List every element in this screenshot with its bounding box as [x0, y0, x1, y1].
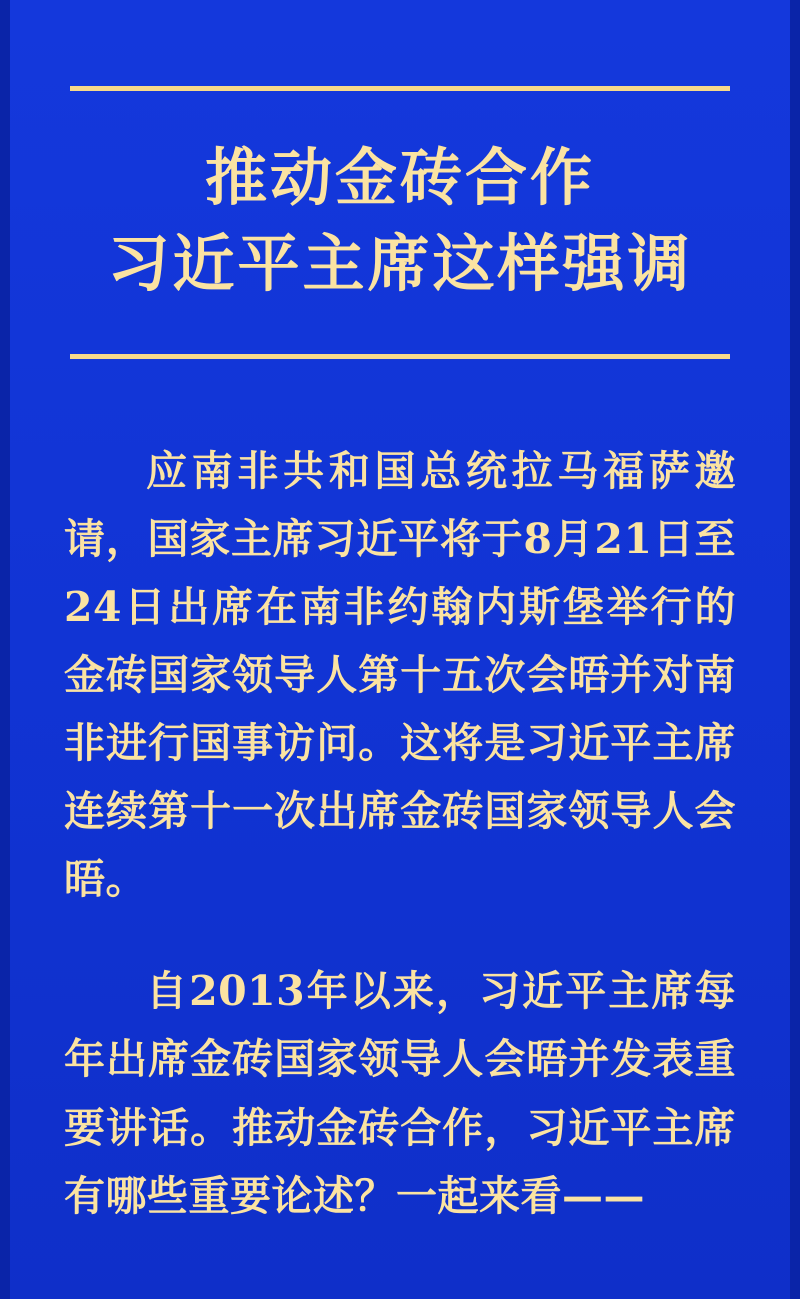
body-text: [64, 359, 736, 1230]
page-title: [0, 135, 800, 306]
poster-header: [0, 0, 800, 359]
right-edge-band: [790, 0, 800, 1299]
paragraph-2: 自2013年以来，习近平主席每年出席金砖国家领导人会晤并发表重要讲话。推动金砖合作，习近平主席有哪些重要论述？一起来看——: [64, 967, 736, 1220]
divider-top: [70, 86, 730, 91]
paragraph-1: 应南非共和国总统拉马福萨邀请，国家主席习近平将于8月21日至24日出席在南非约翰内斯堡举行的金砖国家领导人第十五次会晤并对南非进行国事访问。这将是习近平主席连续第十一次出席金砖国家领导人会晤。: [64, 447, 736, 904]
left-edge-band: [0, 0, 10, 1299]
title-line-1: 推动金砖合作: [204, 141, 595, 214]
title-line-2: 习近平主席这样强调: [107, 226, 693, 300]
